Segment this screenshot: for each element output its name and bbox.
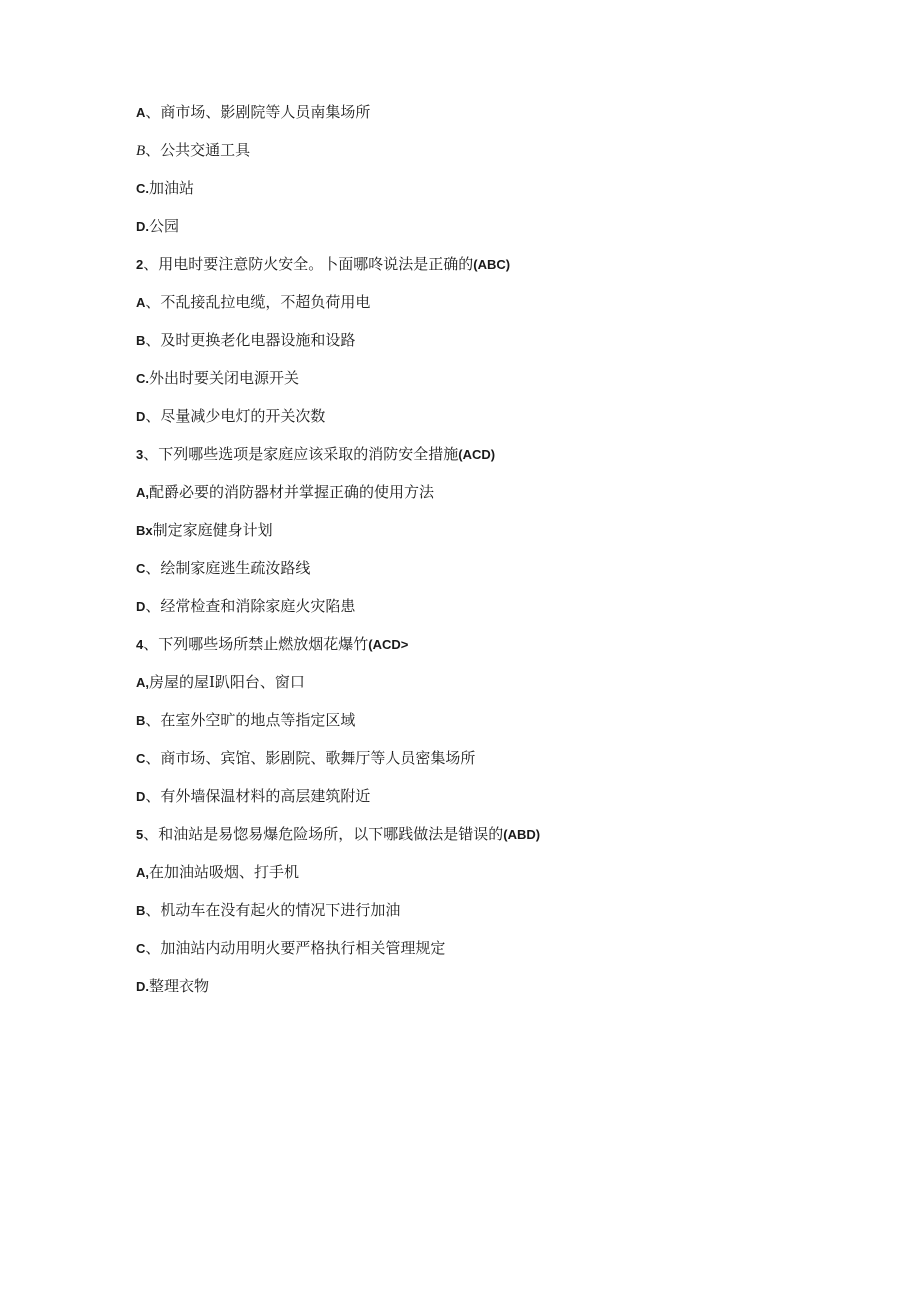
- item-marker: C: [136, 941, 146, 956]
- item-text: 、不乱接乱拉电缆，不超负荷用电: [145, 293, 371, 311]
- item-marker: C.: [136, 371, 149, 386]
- item-text: 、绘制家庭逃生疏汝路线: [145, 559, 311, 577]
- item-text: 、经常检查和消除家庭火灾陷患: [145, 597, 356, 615]
- item-text: 制定家庭健身计划: [152, 521, 273, 539]
- item-marker: 5: [136, 827, 144, 842]
- item-marker: A,: [136, 675, 149, 690]
- answer-key: (ACD>: [368, 637, 409, 652]
- item-text: 整理衣物: [149, 977, 210, 995]
- item-text: 、尽量减少电灯的开关次数: [145, 407, 326, 425]
- item-text: 房屋的屋I趴阳台、窗口: [149, 673, 305, 691]
- item-text: 、用电时要注意防火安全。卜面哪咚说法是正确的: [143, 255, 474, 273]
- item-marker: 4: [136, 637, 144, 652]
- item-marker: B: [136, 333, 146, 348]
- question-list: [136, 100, 836, 1012]
- item-marker: D: [136, 789, 146, 804]
- item-text: 、公共交通工具: [145, 141, 251, 159]
- item-text: 、有外墙保温材料的高层建筑附近: [145, 787, 371, 805]
- text-line: [136, 670, 836, 708]
- item-marker: A: [136, 105, 146, 120]
- item-marker: 3: [136, 447, 144, 462]
- text-line: [136, 366, 836, 404]
- text-line: [136, 480, 836, 518]
- text-line: [136, 974, 836, 1012]
- text-line: [136, 328, 836, 366]
- answer-key: (ACD): [458, 447, 496, 462]
- item-marker: A,: [136, 485, 149, 500]
- item-text: 公园: [149, 217, 180, 235]
- text-line: [136, 100, 836, 138]
- text-line: [136, 708, 836, 746]
- item-marker: D.: [136, 219, 149, 234]
- item-marker: B: [136, 713, 146, 728]
- item-text: 、及时更换老化电器设施和设路: [145, 331, 356, 349]
- item-marker: B: [136, 903, 146, 918]
- text-line: [136, 898, 836, 936]
- text-line: [136, 442, 836, 480]
- item-marker: C.: [136, 181, 149, 196]
- text-line: [136, 214, 836, 252]
- text-line: [136, 290, 836, 328]
- item-marker: D.: [136, 979, 149, 994]
- text-line: [136, 138, 836, 176]
- text-line: [136, 252, 836, 290]
- item-text: 外出时要关闭电源开关: [149, 369, 300, 387]
- item-text: 、和油站是易惚易爆危险场所，以下哪践做法是错误的: [143, 825, 504, 843]
- text-line: [136, 404, 836, 442]
- item-marker: A,: [136, 865, 149, 880]
- item-text: 、下列哪些选项是家庭应该采取的消防安全措施: [143, 445, 459, 463]
- text-line: [136, 822, 836, 860]
- text-line: [136, 518, 836, 556]
- text-line: [136, 860, 836, 898]
- item-text: 、机动车在没有起火的情况下进行加油: [145, 901, 401, 919]
- item-marker: A: [136, 295, 146, 310]
- item-marker: Bx: [136, 523, 153, 538]
- text-line: [136, 632, 836, 670]
- item-marker: B: [136, 143, 146, 159]
- item-text: 加油站: [149, 179, 195, 197]
- item-text: 、在室外空旷的地点等指定区域: [145, 711, 356, 729]
- item-text: 配爵必要的消防器材并掌握正确的使用方法: [149, 483, 435, 501]
- text-line: [136, 936, 836, 974]
- item-text: 、商市场、影剧院等人员南集场所: [145, 103, 371, 121]
- item-marker: 2: [136, 257, 144, 272]
- text-line: [136, 176, 836, 214]
- item-text: 、下列哪些场所禁止燃放烟花爆竹: [143, 635, 369, 653]
- item-marker: D: [136, 409, 146, 424]
- answer-key: (ABD): [503, 827, 541, 842]
- text-line: [136, 556, 836, 594]
- item-text: 、加油站内动用明火要严格执行相关管理规定: [145, 939, 446, 957]
- answer-key: (ABC): [473, 257, 511, 272]
- text-line: [136, 594, 836, 632]
- item-marker: C: [136, 751, 146, 766]
- item-text: 、商市场、宾馆、影剧院、歌舞厅等人员密集场所: [145, 749, 476, 767]
- item-marker: C: [136, 561, 146, 576]
- text-line: [136, 746, 836, 784]
- text-line: [136, 784, 836, 822]
- item-text: 在加油站吸烟、打手机: [149, 863, 300, 881]
- item-marker: D: [136, 599, 146, 614]
